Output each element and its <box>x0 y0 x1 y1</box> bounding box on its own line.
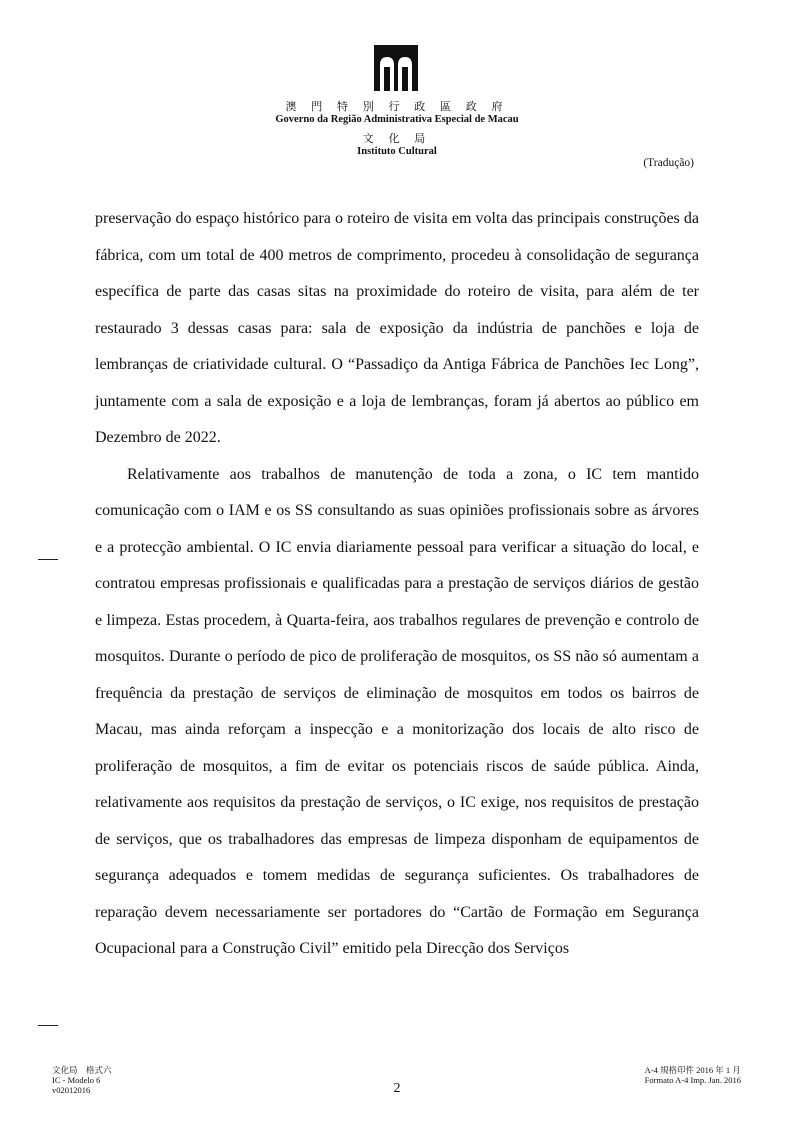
translation-note: (Tradução) <box>643 157 694 169</box>
header-institute-portuguese: Instituto Cultural <box>357 146 437 157</box>
header-institute-chinese: 文 化 局 <box>362 133 432 145</box>
footer-print-chinese: A-4 規格印件 2016 年 1 月 <box>644 1065 741 1075</box>
footer-form-chinese: 文化局 格式六 <box>52 1065 112 1075</box>
paragraph-1: preservação do espaço histórico para o roteiro de visita em volta das principais construções da fábrica, com um total de 400 metros de comprimento, procedeu à consolidação de segurança específica de parte das casas sitas na proximidade do roteiro de visita, para além de ter restaurado 3 dessas casas para: sala de exposição da indústria de panchões e loja de lembranças de criatividade cultural. O “Passadiço da Antiga Fábrica de Panchões Iec Long”, juntamente com a sala de exposição e a loja de lembranças, foram já abertos ao público em Dezembro de 2022. <box>95 210 699 446</box>
page-number: 2 <box>393 1081 401 1096</box>
header-government-chinese: 澳 門 特 別 行 政 區 政 府 <box>285 101 509 113</box>
footer-form-model: IC - Modelo 6 <box>52 1075 101 1085</box>
footer-print-info <box>645 1065 741 1085</box>
macau-ic-logo-icon <box>374 45 418 91</box>
document-body <box>95 201 699 968</box>
header-government-portuguese: Governo da Região Administrativa Especial de Macau <box>275 114 519 125</box>
footer-form-version: v02012016 <box>52 1085 91 1095</box>
margin-punch-mark-bottom <box>38 1025 58 1026</box>
footer-print-portuguese: Formato A-4 Imp. Jan. 2016 <box>644 1075 741 1085</box>
paragraph-2: Relativamente aos trabalhos de manutenção de toda a zona, o IC tem mantido comunicação com o IAM e os SS consultando as suas opiniões profissionais sobre as árvores e a protecção ambiental. O IC envia diariamente pessoal para verificar a situação do local, e contratou empresas profissionais e qualificadas para a prestação de serviços diários de gestão e limpeza. Estas procedem, à Quarta-feira, aos trabalhos regulares de prevenção e controlo de mosquitos. Durante o período de pico de proliferação de mosquitos, os SS não só aumentam a frequência da prestação de serviços de eliminação de mosquitos em todos os bairros de Macau, mas ainda reforçam a inspecção e a monitorização dos locais de alto risco de proliferação de mosquitos, a fim de evitar os potenciais riscos de saúde pública. Ainda, relativamente aos requisitos da prestação de serviços, o IC exige, nos requisitos de prestação de serviços, que os trabalhadores das empresas de limpeza disponham de equipamentos de segurança adequados e tomem medidas de segurança suficientes. Os trabalhadores de reparação devem necessariamente ser portadores do “Cartão de Formação em Segurança Ocupacional para a Construção Civil” emitido pela Direcção dos Serviços <box>95 465 699 957</box>
margin-punch-mark-top <box>38 559 58 560</box>
